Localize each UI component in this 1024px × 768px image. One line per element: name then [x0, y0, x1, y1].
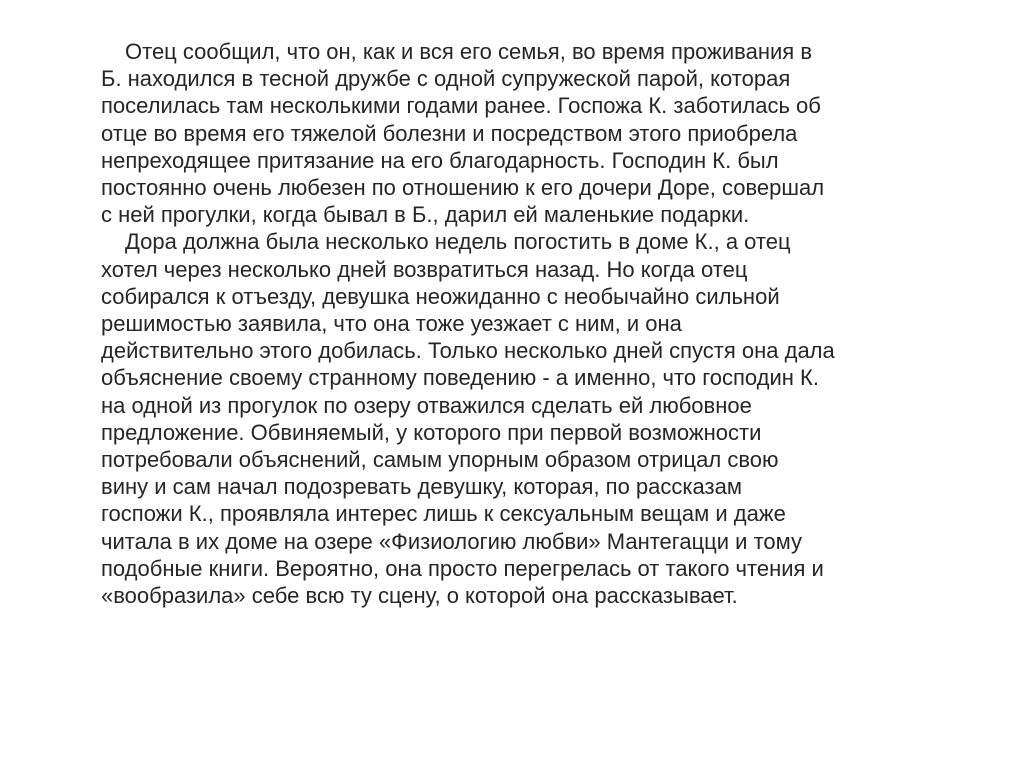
text-line: с ней прогулки, когда бывал в Б., дарил ей маленькие подарки.	[101, 202, 750, 228]
text-line: предложение. Обвиняемый, у которого при первой возможности	[101, 419, 762, 445]
text-line: на одной из прогулок по озеру отважился сделать ей любовное	[101, 392, 752, 418]
text-line: потребовали объяснений, самым упорным образом отрицал свою	[101, 447, 779, 473]
text-line: непреходящее притязание на его благодарность. Господин К. был	[101, 147, 779, 173]
text-body	[101, 38, 981, 609]
text-line: госпожи К., проявляла интерес лишь к сексуальным вещам и даже	[101, 501, 786, 527]
text-line: отце во время его тяжелой болезни и посредством этого приобрела	[101, 120, 798, 146]
text-line: собирался к отъезду, девушка неожиданно с необычайно сильной	[101, 283, 780, 309]
text-line: действительно этого добилась. Только несколько дней спустя она дала	[101, 338, 835, 364]
paragraph-1	[101, 38, 981, 228]
text-line: вину и сам начал подозревать девушку, которая, по рассказам	[101, 474, 742, 500]
text-line: Б. находился в тесной дружбе с одной супружеской парой, которая	[101, 66, 791, 92]
text-line: объяснение своему странному поведению - а именно, что господин К.	[101, 365, 819, 391]
text-line: Отец сообщил, что он, как и вся его семья, во время проживания в	[125, 39, 813, 64]
text-line: решимостью заявила, что она тоже уезжает с ним, и она	[101, 311, 682, 337]
text-line: поселилась там несколькими годами ранее. Госпожа К. заботилась об	[101, 93, 821, 119]
text-line: читала в их доме на озере «Физиологию любви» Мантегацци и тому	[101, 528, 803, 554]
text-line: постоянно очень любезен по отношению к его дочери Доре, совершал	[101, 175, 825, 201]
text-line: «вообразила» себе всю ту сцену, о которой она рассказывает.	[101, 583, 738, 609]
paragraph-2	[101, 228, 981, 609]
text-line: хотел через несколько дней возвратиться назад. Но когда отец	[101, 256, 748, 282]
text-line: Дора должна была несколько недель погостить в доме К., а отец	[125, 229, 791, 255]
text-line: подобные книги. Вероятно, она просто перегрелась от такого чтения и	[101, 555, 824, 581]
